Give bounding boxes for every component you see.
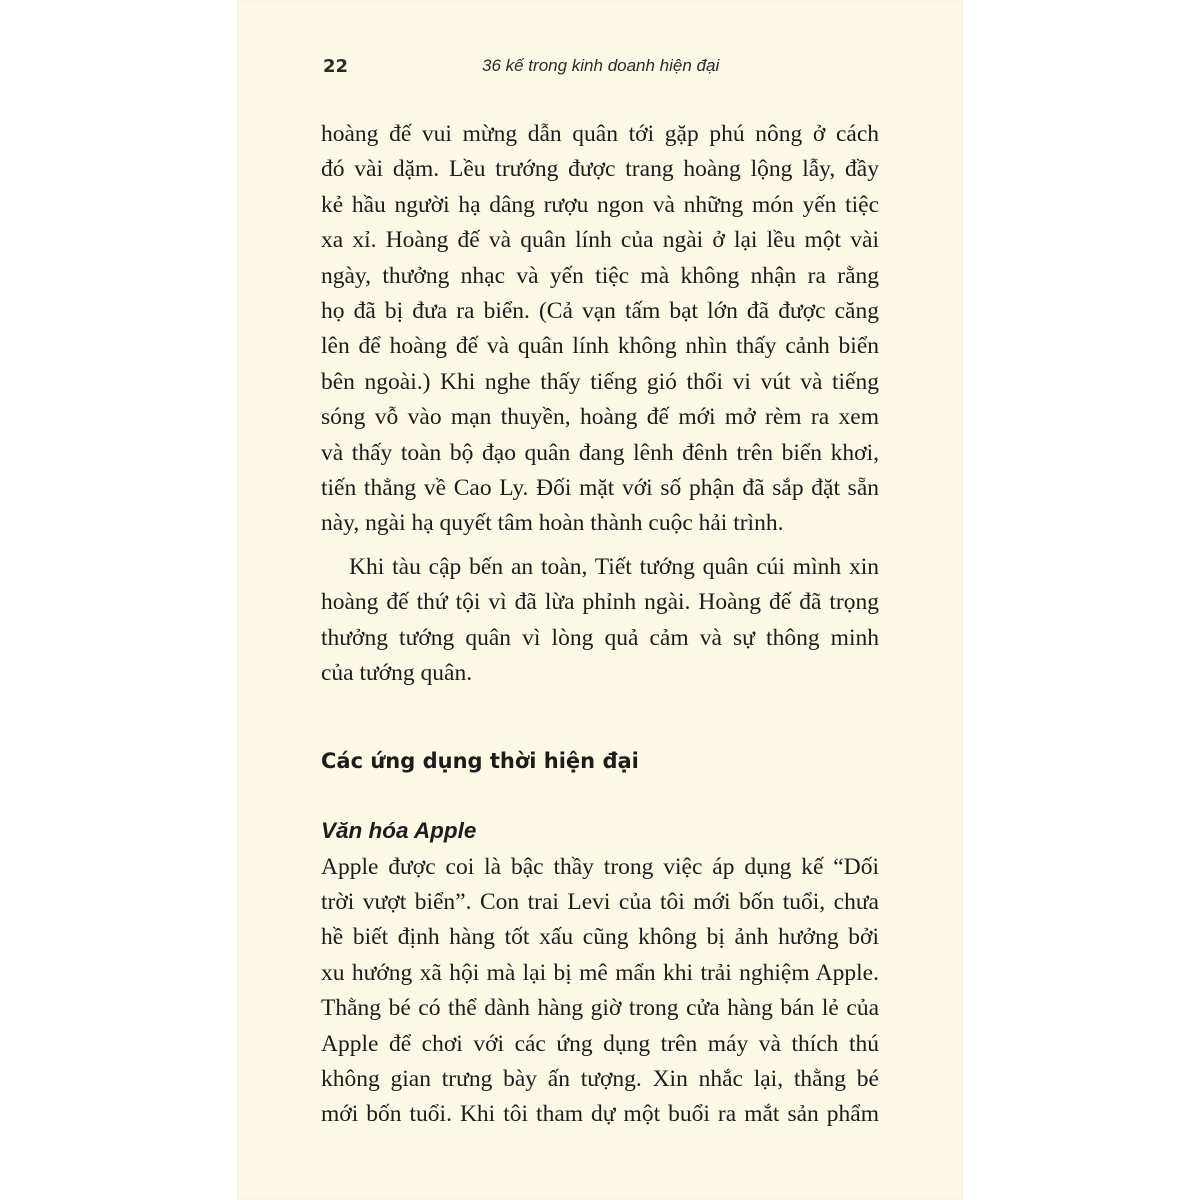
text-line: Apple để chơi với các ứng dụng trên máy và thích thú — [321, 1030, 879, 1057]
text-line: ngày, thưởng nhạc và yến tiệc mà không nhận ra rằng — [321, 262, 879, 289]
sub-heading: Văn hóa Apple — [321, 817, 477, 843]
section-heading: Các ứng dụng thời hiện đại — [321, 748, 639, 773]
text-line: này, ngài hạ quyết tâm hoàn thành cuộc hải trình. — [321, 510, 784, 537]
paragraph-3 — [321, 850, 879, 1133]
text-line: của tướng quân. — [321, 660, 473, 687]
text-line: thưởng tướng quân vì lòng quả cảm và sự thông minh — [321, 624, 879, 651]
text-line: bên ngoài.) Khi nghe thấy tiếng gió thổi vi vút và tiếng — [321, 368, 879, 395]
book-page — [237, 0, 963, 1200]
page-body — [321, 117, 879, 1133]
paragraph-2 — [321, 550, 879, 692]
text-line: hề biết định hàng tốt xấu cũng không bị ảnh hưởng bởi — [321, 924, 879, 951]
paragraph-1 — [321, 117, 879, 542]
text-line: mới bốn tuổi. Khi tôi tham dự một buổi ra mắt sản phẩm — [321, 1101, 879, 1128]
running-title: 36 kế trong kinh doanh hiện đại — [482, 56, 720, 75]
text-line: xa xỉ. Hoàng đế và quân lính của ngài ở lại lều một vài — [321, 227, 879, 254]
page-number: 22 — [323, 56, 349, 77]
page-header — [237, 54, 963, 84]
text-line: kẻ hầu người hạ dâng rượu ngon và những món yến tiệc — [321, 191, 879, 218]
text-line: Thằng bé có thể dành hàng giờ trong cửa hàng bán lẻ của — [321, 995, 879, 1022]
text-line: trời vượt biển”. Con trai Levi của tôi mới bốn tuổi, chưa — [321, 888, 879, 915]
text-line: không gian trưng bày ấn tượng. Xin nhắc lại, thằng bé — [321, 1065, 879, 1092]
paragraph-gap — [321, 542, 879, 550]
text-line: hoàng đế vui mừng dẫn quân tới gặp phú nông ở cách — [321, 121, 879, 147]
text-line: tiến thẳng về Cao Ly. Đối mặt với số phận đã sắp đặt sẵn — [321, 475, 879, 502]
text-line: Apple được coi là bậc thầy trong việc áp dụng kế “Dối — [321, 853, 879, 880]
text-line: họ đã bị đưa ra biển. (Cả vạn tấm bạt lớn đã được căng — [321, 298, 879, 325]
text-line: sóng vỗ vào mạn thuyền, hoàng đế mới mở rèm ra xem — [321, 404, 879, 431]
text-line: Khi tàu cập bến an toàn, Tiết tướng quân cúi mình xin — [349, 553, 879, 580]
text-line: xu hướng xã hội mà lại bị mê mẩn khi trải nghiệm Apple. — [321, 959, 879, 986]
text-line: và thấy toàn bộ đạo quân đang lênh đênh trên biển khơi, — [321, 439, 879, 466]
text-line: hoàng đế thứ tội vì đã lừa phỉnh ngài. Hoàng đế đã trọng — [321, 589, 879, 616]
text-line: đó vài dặm. Lều trướng được trang hoàng lộng lẫy, đầy — [321, 156, 879, 183]
text-line: lên để hoàng đế và quân lính không nhìn thấy cảnh biển — [321, 333, 879, 360]
